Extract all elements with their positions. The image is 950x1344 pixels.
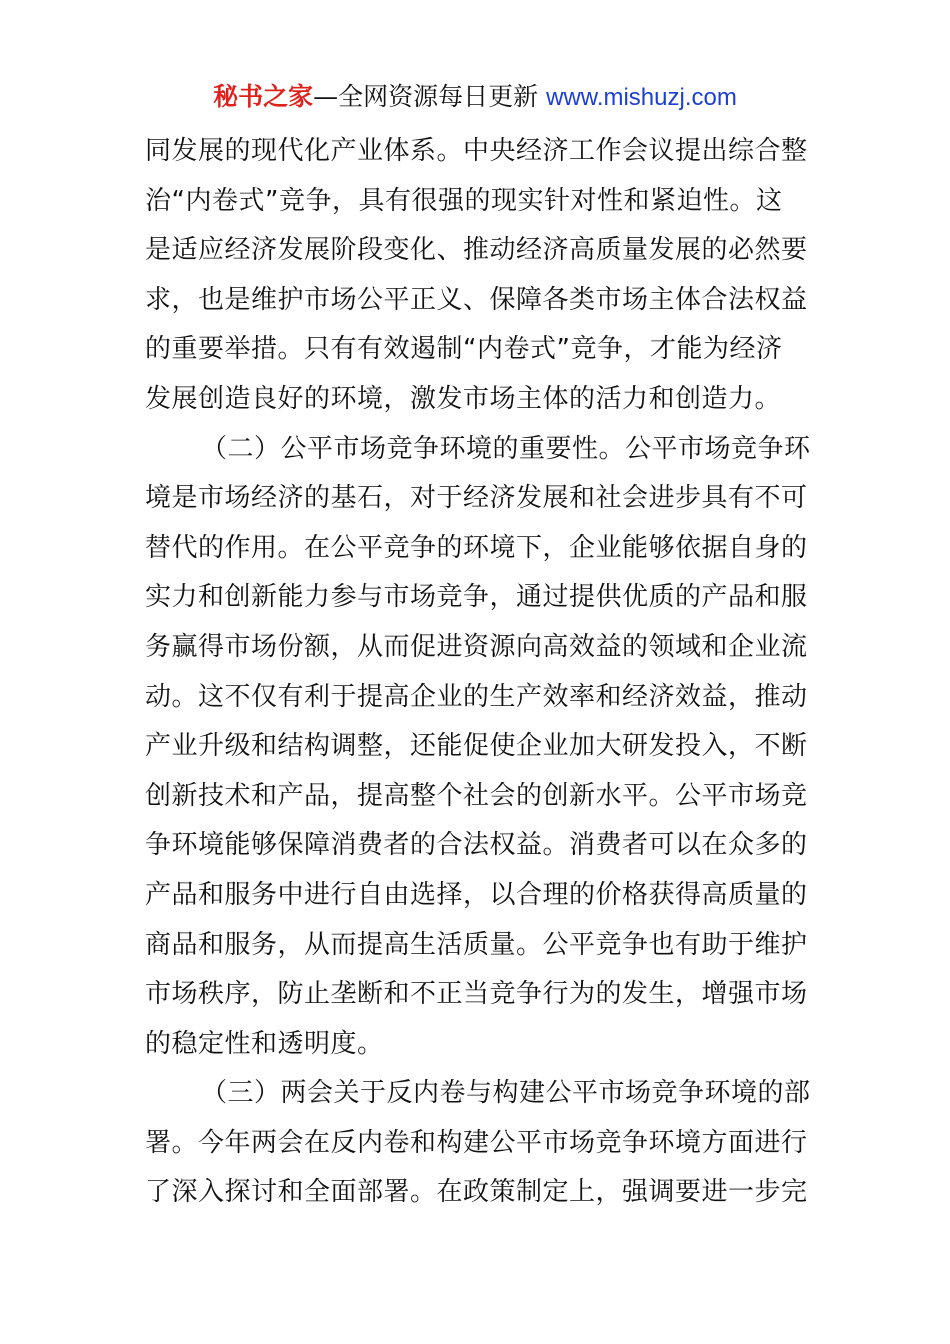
- text-line: 创新技术和产品，提高整个社会的创新水平。公平市场竞: [145, 780, 808, 811]
- text-line: 发展创造良好的环境，激发市场主体的活力和创造力。: [145, 383, 782, 414]
- site-url-link[interactable]: www.mishuzj.com: [546, 84, 737, 111]
- text-line: 市场秩序，防止垄断和不正当竞争行为的发生，增强市场: [145, 979, 808, 1010]
- header-tagline: —全网资源每日更新: [313, 82, 539, 111]
- text-line: 替代的作用。在公平竞争的环境下，企业能够依据自身的: [145, 532, 808, 563]
- text-line: 境是市场经济的基石，对于经济发展和社会进步具有不可: [145, 483, 808, 514]
- text-line: 的稳定性和透明度。: [145, 1028, 384, 1059]
- text-line: 产业升级和结构调整，还能促使企业加大研发投入，不断: [145, 731, 808, 762]
- text-line: 是适应经济发展阶段变化、推动经济高质量发展的必然要: [145, 235, 808, 266]
- section-heading-line: （二）公平市场竞争环境的重要性。公平市场竞争环: [201, 433, 811, 464]
- text-line: 实力和创新能力参与市场竞争，通过提供优质的产品和服: [145, 582, 808, 613]
- text-line: 了深入探讨和全面部署。在政策制定上，强调要进一步完: [145, 1177, 808, 1208]
- text-line: 的重要举措。只有有效遏制“内卷式”竞争，才能为经济: [145, 334, 783, 365]
- text-line: 商品和服务，从而提高生活质量。公平竞争也有助于维护: [145, 929, 808, 960]
- text-line: 动。这不仅有利于提高企业的生产效率和经济效益，推动: [145, 681, 808, 712]
- document-body: [145, 127, 810, 1218]
- text-line: 署。今年两会在反内卷和构建公平市场竞争环境方面进行: [145, 1127, 808, 1158]
- text-line: 求，也是维护市场公平正义、保障各类市场主体合法权益: [145, 284, 808, 315]
- section-heading-line: （三）两会关于反内卷与构建公平市场竞争环境的部: [201, 1078, 811, 1109]
- text-line: 同发展的现代化产业体系。中央经济工作会议提出综合整: [145, 136, 808, 166]
- text-line: 治“内卷式”竞争，具有很强的现实针对性和紧迫性。这: [145, 185, 783, 216]
- text-line: 争环境能够保障消费者的合法权益。消费者可以在众多的: [145, 830, 808, 861]
- text-line: 务赢得市场份额，从而促进资源向高效益的领域和企业流: [145, 631, 808, 662]
- text-line: 产品和服务中进行自由选择，以合理的价格获得高质量的: [145, 879, 808, 910]
- brand-name: 秘书之家: [213, 82, 314, 111]
- page-header: [0, 80, 950, 115]
